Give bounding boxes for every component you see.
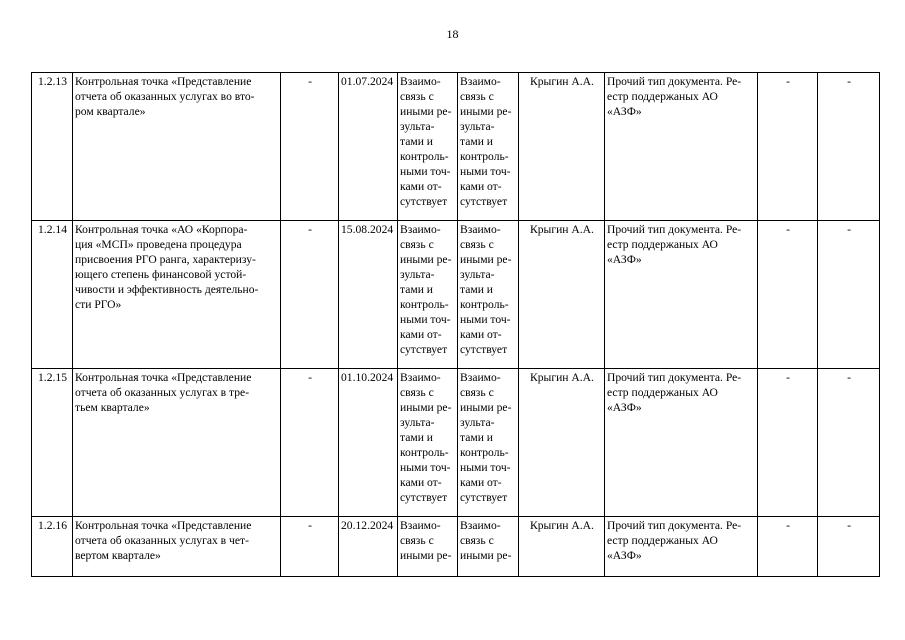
responsible-cell: Крыгин А.А. (519, 221, 605, 369)
row-number-cell: 1.2.14 (32, 221, 73, 369)
dash-cell: - (281, 517, 339, 577)
responsible-cell: Крыгин А.А. (519, 369, 605, 517)
document-type-cell: Прочий тип документа. Ре- естр поддержаных АО «АЗФ» (605, 517, 758, 577)
row-number-cell: 1.2.16 (32, 517, 73, 577)
row-number-cell: 1.2.13 (32, 73, 73, 221)
dash-cell: - (281, 221, 339, 369)
table-row (32, 517, 880, 577)
date-cell: 01.10.2024 (339, 369, 398, 517)
table-row (32, 369, 880, 517)
relation-cell: Взаимо- связь с иными ре- зульта- тами и контроль- ными точ- ками от- сутствует (458, 221, 519, 369)
dash-cell: - (281, 73, 339, 221)
document-type-cell: Прочий тип документа. Ре- естр поддержаных АО «АЗФ» (605, 221, 758, 369)
dash-cell: - (758, 73, 818, 221)
dash-cell: - (818, 73, 880, 221)
relation-cell: Взаимо- связь с иными ре- зульта- тами и контроль- ными точ- ками от- сутствует (398, 369, 458, 517)
relation-cell: Взаимо- связь с иными ре- зульта- тами и контроль- ными точ- ками от- сутствует (398, 221, 458, 369)
dash-cell: - (758, 369, 818, 517)
title-cell: Контрольная точка «АО «Корпора- ция «МСП» проведена процедура присвоения РГО ранга, характеризу- ющего степень финансовой устой- чивости и эффективность деятельно- сти РГО» (73, 221, 281, 369)
dash-cell: - (818, 221, 880, 369)
responsible-cell: Крыгин А.А. (519, 73, 605, 221)
table-row (32, 73, 880, 221)
title-cell: Контрольная точка «Представление отчета об оказанных услугах в тре- тьем квартале» (73, 369, 281, 517)
page-number: 18 (446, 27, 459, 41)
date-cell: 15.08.2024 (339, 221, 398, 369)
relation-cell: Взаимо- связь с иными ре- зульта- тами и контроль- ными точ- ками от- сутствует (398, 73, 458, 221)
relation-cell: Взаимо- связь с иными ре- зульта- тами и контроль- ными точ- ками от- сутствует (458, 369, 519, 517)
control-points-table (31, 72, 880, 577)
title-cell: Контрольная точка «Представление отчета об оказанных услугах во вто- ром квартале» (73, 73, 281, 221)
dash-cell: - (758, 517, 818, 577)
table-row (32, 221, 880, 369)
responsible-cell: Крыгин А.А. (519, 517, 605, 577)
date-cell: 20.12.2024 (339, 517, 398, 577)
relation-cell: Взаимо- связь с иными ре- (398, 517, 458, 577)
date-cell: 01.07.2024 (339, 73, 398, 221)
document-type-cell: Прочий тип документа. Ре- естр поддержаных АО «АЗФ» (605, 73, 758, 221)
dash-cell: - (281, 369, 339, 517)
relation-cell: Взаимо- связь с иными ре- (458, 517, 519, 577)
title-cell: Контрольная точка «Представление отчета об оказанных услугах в чет- вертом квартале» (73, 517, 281, 577)
document-type-cell: Прочий тип документа. Ре- естр поддержаных АО «АЗФ» (605, 369, 758, 517)
dash-cell: - (818, 517, 880, 577)
dash-cell: - (758, 221, 818, 369)
row-number-cell: 1.2.15 (32, 369, 73, 517)
dash-cell: - (818, 369, 880, 517)
relation-cell: Взаимо- связь с иными ре- зульта- тами и контроль- ными точ- ками от- сутствует (458, 73, 519, 221)
